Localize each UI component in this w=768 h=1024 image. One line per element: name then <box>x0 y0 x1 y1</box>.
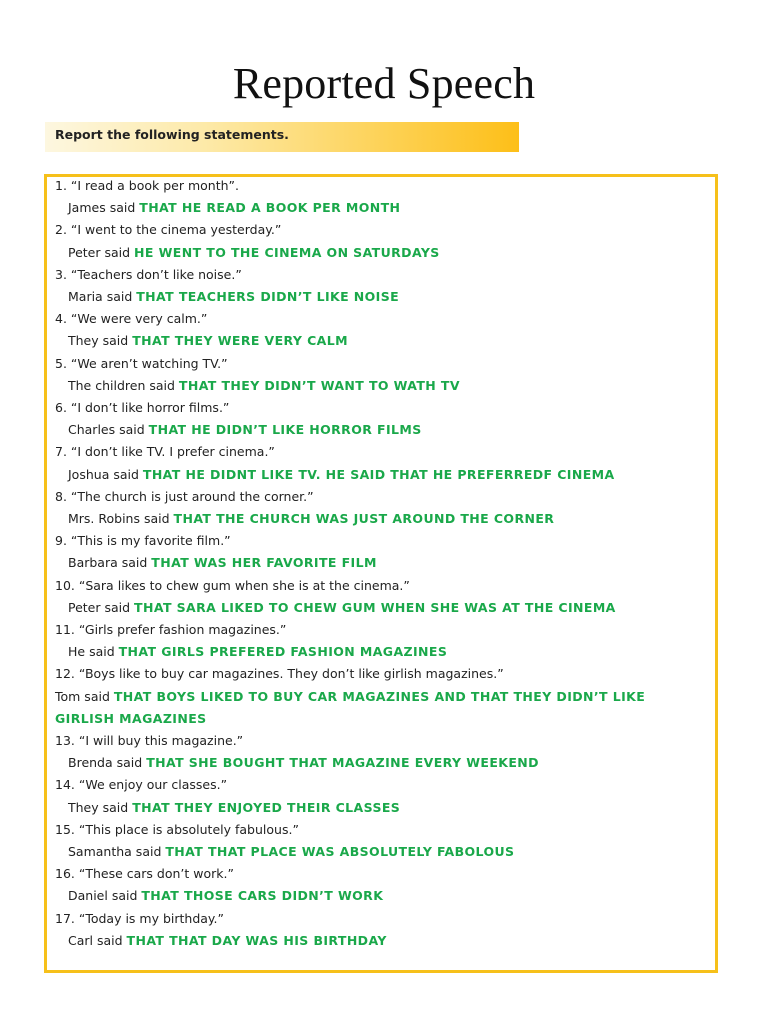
reported-line <box>68 330 348 352</box>
reported-line <box>68 752 539 774</box>
speaker-text: They said <box>68 333 133 349</box>
reported-line <box>68 552 377 574</box>
statement-line: 16. “These cars don’t work.” <box>55 866 234 882</box>
statement-line: 8. “The church is just around the corner.” <box>55 488 314 504</box>
instructions-text: Report the following statements. <box>55 127 289 142</box>
answer-text: THAT HE READ A BOOK PER MONTH <box>139 200 401 216</box>
statement-line: 12. “Boys like to buy car magazines. They don’t like girlish magazines.” <box>55 666 504 682</box>
answer-text: THAT THEY ENJOYED THEIR CLASSES <box>132 799 401 815</box>
answer-text: THAT HE DIDNT LIKE TV. HE SAID THAT HE PREFERREDF CINEMA <box>142 466 615 482</box>
answer-text: THAT THOSE CARS DIDN’T WORK <box>141 888 384 904</box>
answer-text: THAT THE CHURCH WAS JUST AROUND THE CORNER <box>173 511 555 526</box>
answer-text: THAT SHE BOUGHT THAT MAGAZINE EVERY WEEKEND <box>146 755 539 771</box>
answer-text: THAT THAT DAY WAS HIS BIRTHDAY <box>126 932 387 948</box>
statement-line: 1. “I read a book per month”. <box>55 178 239 193</box>
reported-line <box>68 464 615 486</box>
statement-line: 15. “This place is absolutely fabulous.” <box>55 821 299 837</box>
answer-text: THAT GIRLS PREFERED FASHION MAGAZINES <box>118 644 448 660</box>
reported-line <box>68 508 554 530</box>
reported-line <box>68 885 383 907</box>
statement-line: 11. “Girls prefer fashion magazines.” <box>55 622 287 637</box>
statement-line: 9. “This is my favorite film.” <box>55 533 231 549</box>
statement-line: 3. “Teachers don’t like noise.” <box>55 266 242 282</box>
answer-text: THAT TEACHERS DIDN’T LIKE NOISE <box>136 289 400 304</box>
speaker-text: Tom said <box>55 688 114 704</box>
reported-line <box>68 797 400 819</box>
answer-text: THAT THEY WERE VERY CALM <box>132 333 348 349</box>
reported-line <box>68 930 387 952</box>
reported-line <box>55 686 645 708</box>
speaker-text: Daniel said <box>68 888 142 904</box>
statement-line: 7. “I don’t like TV. I prefer cinema.” <box>55 444 275 460</box>
statement-line: 4. “We were very calm.” <box>55 311 208 327</box>
reported-line <box>68 419 422 441</box>
speaker-text: Joshua said <box>68 466 143 482</box>
speaker-text: Peter said <box>68 244 135 260</box>
reported-line <box>55 708 207 730</box>
reported-line <box>68 197 400 219</box>
speaker-text: The children said <box>68 377 179 393</box>
statement-line: 10. “Sara likes to chew gum when she is at the cinema.” <box>55 577 410 593</box>
speaker-text: Charles said <box>68 422 149 438</box>
speaker-text: Mrs. Robins said <box>68 511 174 526</box>
reported-line <box>68 641 447 663</box>
reported-line <box>68 597 616 619</box>
reported-line <box>68 286 399 308</box>
answer-text: THAT THEY DIDN’T WANT TO WATH TV <box>178 377 460 393</box>
answer-text: THAT SARA LIKED TO CHEW GUM WHEN SHE WAS AT THE CINEMA <box>134 599 616 615</box>
answer-text: THAT HE DIDN’T LIKE HORROR FILMS <box>148 422 422 438</box>
reported-line <box>68 375 460 397</box>
speaker-text: Maria said <box>68 289 137 304</box>
statement-line: 5. “We aren’t watching TV.” <box>55 355 228 371</box>
speaker-text: Carl said <box>68 932 127 948</box>
page-title: Reported Speech <box>232 59 536 108</box>
answer-text: THAT BOYS LIKED TO BUY CAR MAGAZINES AND THAT THEY DIDN’T LIKE <box>113 688 646 704</box>
statement-line: 14. “We enjoy our classes.” <box>55 777 228 793</box>
speaker-text: He said <box>68 644 119 660</box>
reported-line <box>68 841 514 863</box>
statement-line: 17. “Today is my birthday.” <box>55 910 224 926</box>
speaker-text: Peter said <box>68 599 135 615</box>
answer-text: THAT THAT PLACE WAS ABSOLUTELY FABOLOUS <box>165 844 515 859</box>
speaker-text: James said <box>68 200 140 216</box>
instructions-banner <box>45 122 519 152</box>
statement-line: 13. “I will buy this magazine.” <box>55 733 244 748</box>
speaker-text: Samantha said <box>68 844 166 859</box>
statement-line: 6. “I don’t like horror films.” <box>55 400 230 415</box>
speaker-text: Brenda said <box>68 755 147 771</box>
answer-text: GIRLISH MAGAZINES <box>55 710 207 726</box>
reported-line <box>68 242 440 264</box>
answer-text: HE WENT TO THE CINEMA ON SATURDAYS <box>134 244 440 260</box>
statement-line: 2. “I went to the cinema yesterday.” <box>55 222 282 238</box>
answer-text: THAT WAS HER FAVORITE FILM <box>151 555 377 571</box>
speaker-text: Barbara said <box>68 555 152 571</box>
speaker-text: They said <box>68 799 133 815</box>
